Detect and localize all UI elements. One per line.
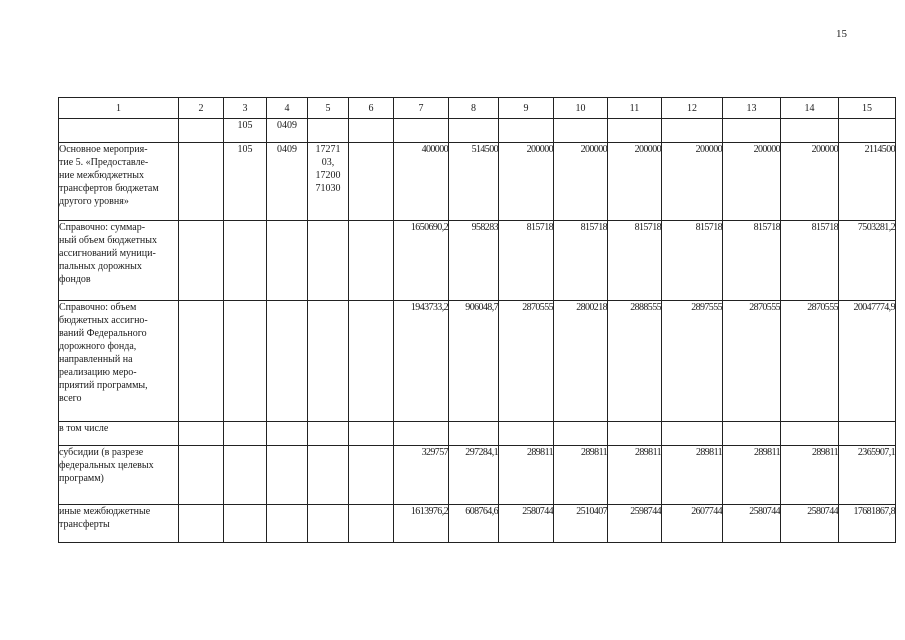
cell: [662, 422, 723, 446]
row-label-line: Справочно: объем: [59, 302, 137, 313]
row-label-line: федеральных целевых: [59, 460, 154, 471]
code-cell: 105: [224, 119, 267, 143]
value-cell: 815718: [662, 221, 723, 301]
column-header: 11: [608, 98, 662, 119]
column-header: 6: [349, 98, 394, 119]
codes-row: [59, 119, 896, 143]
code-cell: 0409: [267, 119, 308, 143]
value-cell: 815718: [723, 221, 781, 301]
row-label-line: ный объем бюджетных: [59, 235, 157, 246]
cell: [723, 422, 781, 446]
cell: [608, 119, 662, 143]
page-number: 15: [836, 28, 847, 40]
kbk-cell-line: 03,: [321, 157, 335, 168]
cell: [308, 221, 349, 301]
value-cell: 815718: [554, 221, 608, 301]
value-cell: 2897555: [662, 301, 723, 422]
value-cell: 2598744: [608, 505, 662, 543]
row-label-line: всего: [59, 393, 82, 404]
value-cell: 2800218: [554, 301, 608, 422]
value-cell: 2580744: [781, 505, 839, 543]
value-cell: 815718: [499, 221, 554, 301]
kbk-cell-line: 17271: [315, 144, 341, 155]
value-cell: 1613976,2: [394, 505, 449, 543]
budget-table: [58, 97, 896, 543]
value-cell: 200000: [781, 143, 839, 221]
column-header: 3: [224, 98, 267, 119]
cell: [349, 505, 394, 543]
cell: [349, 301, 394, 422]
value-cell: 2510407: [554, 505, 608, 543]
cell: [554, 422, 608, 446]
cell: [349, 143, 394, 221]
column-header: 2: [179, 98, 224, 119]
value-cell: 200000: [723, 143, 781, 221]
cell: [394, 119, 449, 143]
value-cell: 2580744: [499, 505, 554, 543]
code-cell: 105: [224, 143, 267, 221]
cell: [224, 301, 267, 422]
value-cell: 20047774,9: [839, 301, 896, 422]
ref-federal-row: [59, 301, 896, 422]
cell: [308, 422, 349, 446]
header-row: [59, 98, 896, 119]
row-label-line: приятий программы,: [59, 380, 148, 391]
value-cell: 2870555: [499, 301, 554, 422]
cell: [839, 119, 896, 143]
cell: [179, 119, 224, 143]
row-label-line: ваний Федерального: [59, 328, 147, 339]
value-cell: 289811: [662, 446, 723, 505]
cell: [308, 119, 349, 143]
cell: [179, 422, 224, 446]
cell: [224, 446, 267, 505]
value-cell: 400000: [394, 143, 449, 221]
value-cell: 329757: [394, 446, 449, 505]
activity-row: [59, 143, 896, 221]
value-cell: 1650690,2: [394, 221, 449, 301]
row-label-line: реализацию меро-: [59, 367, 137, 378]
row-label-line: фондов: [59, 274, 91, 285]
row-label-line: направленный на: [59, 354, 133, 365]
cell: [224, 505, 267, 543]
column-header: 15: [839, 98, 896, 119]
value-cell: 815718: [608, 221, 662, 301]
row-label: [59, 446, 179, 505]
value-cell: 289811: [499, 446, 554, 505]
value-cell: 289811: [781, 446, 839, 505]
row-label-line: тие 5. «Предоставле-: [59, 157, 149, 168]
cell: [308, 301, 349, 422]
kbk-cell-line: 71030: [315, 183, 341, 194]
value-cell: 608764,6: [449, 505, 499, 543]
value-cell: 289811: [608, 446, 662, 505]
cell: [662, 119, 723, 143]
cell: [449, 422, 499, 446]
column-header: 12: [662, 98, 723, 119]
row-label-line: Основное мероприя-: [59, 144, 148, 155]
cell: [608, 422, 662, 446]
row-label-line: трансфертов бюджетам: [59, 183, 159, 194]
value-cell: 200000: [554, 143, 608, 221]
value-cell: 2607744: [662, 505, 723, 543]
row-label-line: ассигнований муници-: [59, 248, 156, 259]
value-cell: 906048,7: [449, 301, 499, 422]
row-label: [59, 143, 179, 221]
row-label-line: дорожного фонда,: [59, 341, 137, 352]
value-cell: 2870555: [723, 301, 781, 422]
other-transfers-row: [59, 505, 896, 543]
column-header: 1: [59, 98, 179, 119]
value-cell: 7503281,2: [839, 221, 896, 301]
cell: [554, 119, 608, 143]
row-label: [59, 221, 179, 301]
cell: [267, 221, 308, 301]
column-header: 14: [781, 98, 839, 119]
value-cell: 2870555: [781, 301, 839, 422]
column-header: 7: [394, 98, 449, 119]
value-cell: 514500: [449, 143, 499, 221]
column-header: 8: [449, 98, 499, 119]
row-label-line: пальных дорожных: [59, 261, 142, 272]
cell: [179, 446, 224, 505]
value-cell: 2365907,1: [839, 446, 896, 505]
cell: [308, 446, 349, 505]
value-cell: 200000: [608, 143, 662, 221]
ref-municipal-row: [59, 221, 896, 301]
value-cell: 958283: [449, 221, 499, 301]
value-cell: 2580744: [723, 505, 781, 543]
cell: [267, 505, 308, 543]
row-label: [59, 301, 179, 422]
cell: [349, 119, 394, 143]
row-label-line: бюджетных ассигно-: [59, 315, 148, 326]
row-label-line: программ): [59, 473, 104, 484]
row-label-line: иные межбюджетные: [59, 506, 151, 517]
code-cell: 0409: [267, 143, 308, 221]
value-cell: 289811: [723, 446, 781, 505]
value-cell: 200000: [662, 143, 723, 221]
cell: [499, 119, 554, 143]
cell: [349, 422, 394, 446]
subsidies-row: [59, 446, 896, 505]
cell: [224, 221, 267, 301]
cell: [267, 422, 308, 446]
cell: [179, 505, 224, 543]
value-cell: 297284,1: [449, 446, 499, 505]
value-cell: 289811: [554, 446, 608, 505]
cell: [781, 119, 839, 143]
cell: [499, 422, 554, 446]
column-header: 10: [554, 98, 608, 119]
cell: [179, 221, 224, 301]
cell: [179, 143, 224, 221]
cell: [179, 301, 224, 422]
value-cell: 200000: [499, 143, 554, 221]
cell: [349, 446, 394, 505]
kbk-cell: [308, 143, 349, 221]
column-header: 5: [308, 98, 349, 119]
value-cell: 2888555: [608, 301, 662, 422]
value-cell: 815718: [781, 221, 839, 301]
cell: [781, 422, 839, 446]
including-row: [59, 422, 896, 446]
row-label-line: Справочно: суммар-: [59, 222, 146, 233]
row-label: в том числе: [59, 422, 179, 446]
cell: [267, 446, 308, 505]
value-cell: 1943733,2: [394, 301, 449, 422]
row-label-line: трансферты: [59, 519, 110, 530]
row-label-line: субсидии (в разрезе: [59, 447, 144, 458]
cell: [267, 301, 308, 422]
cell: [449, 119, 499, 143]
kbk-cell-line: 17200: [315, 170, 341, 181]
row-label-line: ние межбюджетных: [59, 170, 144, 181]
cell: [394, 422, 449, 446]
cell: [839, 422, 896, 446]
value-cell: 2114500: [839, 143, 896, 221]
cell: [308, 505, 349, 543]
column-header: 4: [267, 98, 308, 119]
cell: [723, 119, 781, 143]
cell: [224, 422, 267, 446]
label-cell: [59, 119, 179, 143]
row-label: [59, 505, 179, 543]
column-header: 13: [723, 98, 781, 119]
row-label-line: другого уровня»: [59, 196, 129, 207]
cell: [349, 221, 394, 301]
value-cell: 17681867,8: [839, 505, 896, 543]
column-header: 9: [499, 98, 554, 119]
